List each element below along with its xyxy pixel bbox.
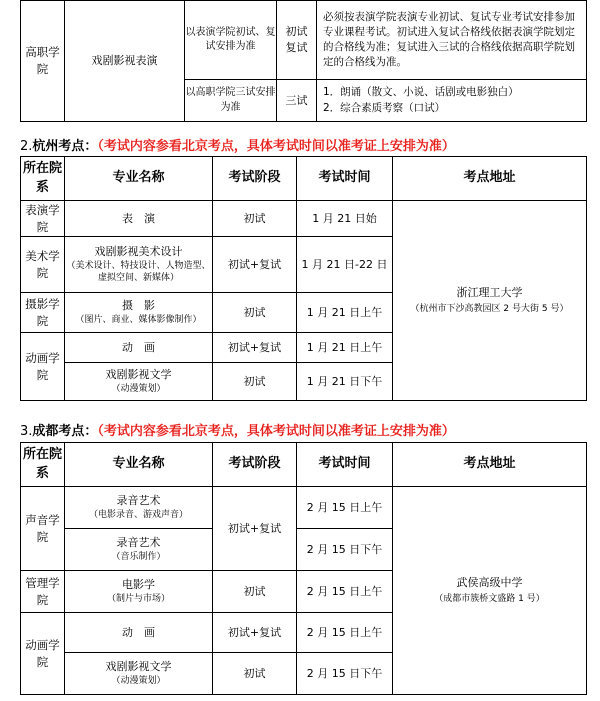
venue-cell [393,487,587,695]
dept-cell: 动画学院 [21,333,65,401]
major-name: 录音艺术 [116,536,161,550]
stage-cell: 初试 [213,293,297,333]
arrangement-cell: 以表演学院初试、复试安排为准 [185,1,277,80]
time-cell: 1 月 21 日-22 日 [297,237,393,293]
heading-title: 成都考点： [32,424,98,439]
major-cell [65,529,213,571]
stage-cell: 初试 复试 [277,1,317,80]
major-cell: 戏剧影视表演 [65,1,185,122]
major-sub: （电影录音、游戏声音） [88,510,188,521]
time-cell: 2 月 15 日上午 [297,613,393,653]
dept-cell: 声音学院 [21,487,65,571]
stage-cell: 初试+复试 [213,237,297,293]
major-cell: 动 画 [65,613,213,653]
major-cell [65,653,213,695]
major-sub: （音乐制作） [111,552,166,563]
header-stage: 考试阶段 [213,157,297,201]
major-cell [65,237,213,293]
major-sub: （图片、商业、媒体影像制作） [75,315,202,326]
arrangement-cell: 以高职学院三试安排为准 [185,80,277,122]
dept-cell: 摄影学院 [21,293,65,333]
major-sub: （制片与市场） [106,594,170,605]
major-name: 戏剧影视美术设计 [94,244,183,258]
time-cell: 2 月 15 日下午 [297,529,393,571]
time-cell: 1 月 21 日下午 [297,363,393,401]
dept-cell: 管理学院 [21,571,65,613]
header-venue: 考点地址 [393,443,587,487]
venue-name: 武侯高级中学 [456,576,523,589]
stage-cell: 初试 [213,571,297,613]
heading-number: 2. [20,139,33,154]
stage-cell: 初试+复试 [213,333,297,363]
hangzhou-heading [20,135,455,154]
header-major: 专业名称 [65,443,213,487]
stage-cell: 初试 [213,653,297,695]
major-sub: （美术设计、特技设计、人物造型、虚拟空间、新媒体） [66,260,211,284]
content-line: 2．综合素质考察（口试） [323,101,446,114]
venue-name: 浙江理工大学 [456,286,523,299]
time-cell: 2 月 15 日上午 [297,571,393,613]
content-cell: 必须按表演学院表演专业初试、复试专业考试安排参加专业课程考试。初试进入复试合格线依据表演学院划定的合格线为准；复试进入三试的合格线依据高职学院划定的合格线为准。 [317,1,587,80]
dept-cell: 高职学院 [21,1,65,122]
stage-cell: 初试+复试 [213,487,297,571]
dept-cell: 美术学院 [21,237,65,293]
time-cell: 1 月 21 日上午 [297,333,393,363]
major-name: 录音艺术 [116,494,161,508]
time-cell: 1 月 21 日始 [297,201,393,237]
dept-cell: 表演学院 [21,201,65,237]
header-stage: 考试阶段 [213,443,297,487]
major-name: 摄 影 [122,299,155,313]
header-dept: 所在院系 [21,157,65,201]
heading-number: 3. [20,424,33,439]
header-row [21,443,587,487]
major-name: 戏剧影视文学 [105,660,172,674]
stage-cell: 初试 [213,201,297,237]
header-major: 专业名称 [65,157,213,201]
major-sub: （动漫策划） [111,384,166,395]
major-sub: （动漫策划） [111,676,166,687]
major-cell [65,487,213,529]
major-cell [65,571,213,613]
header-row [21,157,587,201]
major-cell: 动 画 [65,333,213,363]
venue-cell [393,201,587,401]
header-venue: 考点地址 [393,157,587,201]
header-dept: 所在院系 [21,443,65,487]
time-cell: 2 月 15 日上午 [297,487,393,529]
stage-cell: 初试 [213,363,297,401]
hangzhou-table [20,156,587,401]
table-row [21,487,587,529]
stage-cell: 初试+复试 [213,613,297,653]
chengdu-table [20,442,587,695]
heading-note: （考试内容参看北京考点，具体考试时间以准考证上安排为准） [97,424,455,439]
heading-note: （考试内容参看北京考点，具体考试时间以准考证上安排为准） [97,139,455,154]
content-cell [317,80,587,122]
heading-title: 杭州考点： [32,139,98,154]
chengdu-heading [20,420,455,439]
venue-address: （成都市簇桥文盛路 1 号） [434,593,545,604]
time-cell: 2 月 15 日下午 [297,653,393,695]
dept-cell: 动画学院 [21,613,65,695]
content-line: 1．朗诵（散文、小说、话剧或电影独白） [323,86,519,99]
table-row [21,1,587,80]
top-table [20,0,587,122]
major-cell [65,293,213,333]
stage-cell: 三试 [277,80,317,122]
time-cell: 1 月 21 日上午 [297,293,393,333]
major-name: 戏剧影视文学 [105,368,172,382]
venue-address: （杭州市下沙高教园区 2 号大街 5 号） [410,303,569,314]
major-cell: 表 演 [65,201,213,237]
major-cell [65,363,213,401]
header-time: 考试时间 [297,157,393,201]
header-time: 考试时间 [297,443,393,487]
table-row [21,201,587,237]
major-name: 电影学 [122,578,155,592]
